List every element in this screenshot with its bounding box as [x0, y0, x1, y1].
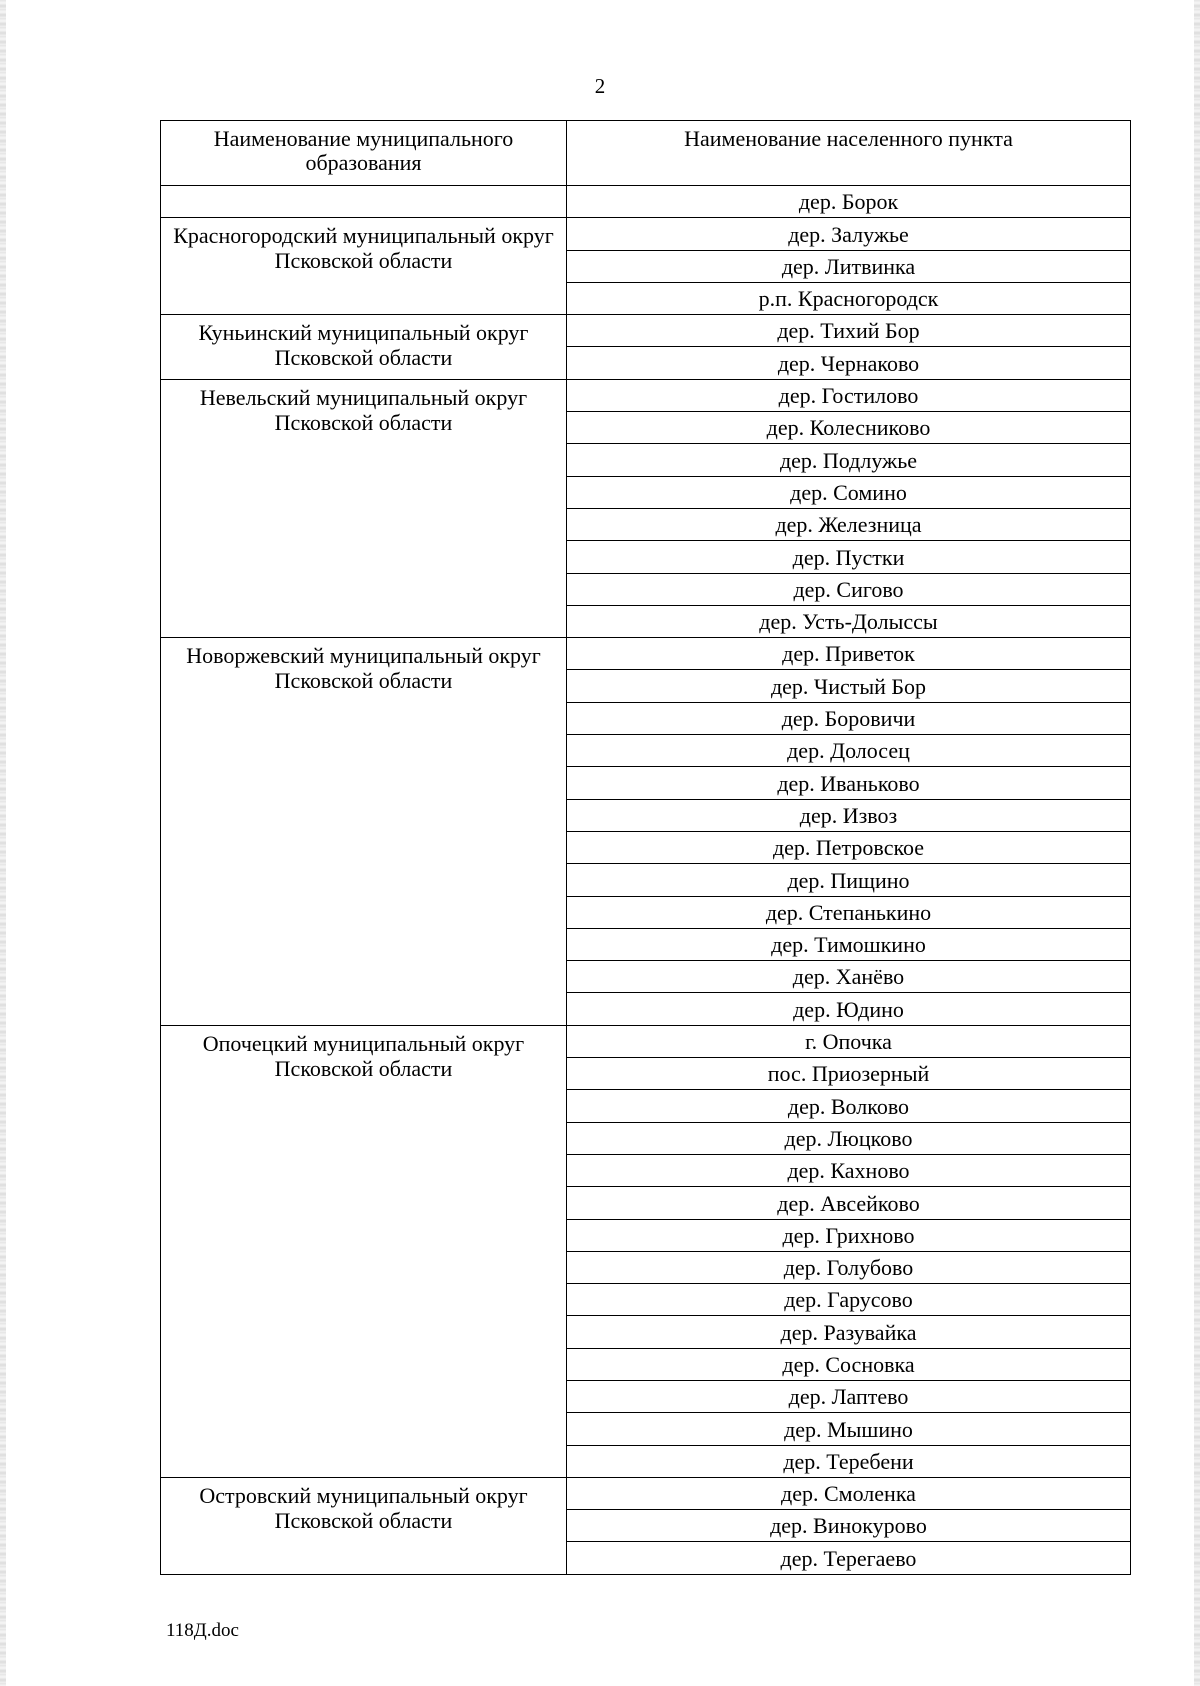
- municipality-cell: [161, 186, 567, 218]
- scan-edge-right: [1194, 0, 1200, 1686]
- settlement-cell: дер. Пустки: [567, 541, 1131, 573]
- settlement-cell: дер. Ханёво: [567, 961, 1131, 993]
- table-row: [161, 379, 1131, 411]
- settlement-cell: дер. Тихий Бор: [567, 315, 1131, 347]
- table-row: [161, 1025, 1131, 1057]
- settlement-cell: дер. Чернаково: [567, 347, 1131, 379]
- settlement-cell: дер. Волково: [567, 1090, 1131, 1122]
- settlement-cell: дер. Борок: [567, 186, 1131, 218]
- settlement-cell: дер. Долосец: [567, 735, 1131, 767]
- municipality-cell: Опочецкий муниципальный округ Псковской области: [161, 1025, 567, 1477]
- settlements-table: [160, 120, 1131, 1575]
- settlement-cell: дер. Винокурово: [567, 1510, 1131, 1542]
- table-header-row: [161, 121, 1131, 186]
- settlement-cell: дер. Люцково: [567, 1122, 1131, 1154]
- table-row: [161, 218, 1131, 250]
- file-name-footer: 118Д.doc: [166, 1620, 239, 1641]
- settlement-cell: дер. Смоленка: [567, 1477, 1131, 1509]
- settlement-cell: дер. Разувайка: [567, 1316, 1131, 1348]
- settlement-cell: дер. Извоз: [567, 799, 1131, 831]
- settlement-cell: дер. Теребени: [567, 1445, 1131, 1477]
- settlement-cell: дер. Кахново: [567, 1154, 1131, 1186]
- settlement-cell: дер. Грихново: [567, 1219, 1131, 1251]
- settlement-cell: дер. Пищино: [567, 864, 1131, 896]
- settlement-cell: дер. Авсейково: [567, 1187, 1131, 1219]
- settlement-cell: дер. Усть-Долыссы: [567, 605, 1131, 637]
- settlement-cell: дер. Терегаево: [567, 1542, 1131, 1574]
- settlement-cell: дер. Колесниково: [567, 412, 1131, 444]
- municipality-cell: Куньинский муниципальный округ Псковской области: [161, 315, 567, 380]
- settlement-cell: дер. Гарусово: [567, 1284, 1131, 1316]
- settlement-cell: дер. Сосновка: [567, 1348, 1131, 1380]
- settlement-cell: дер. Тимошкино: [567, 928, 1131, 960]
- settlement-cell: г. Опочка: [567, 1025, 1131, 1057]
- page-number: 2: [594, 74, 606, 98]
- settlement-cell: дер. Петровское: [567, 831, 1131, 863]
- settlement-cell: дер. Сигово: [567, 573, 1131, 605]
- municipality-cell: Новоржевский муниципальный округ Псковской области: [161, 638, 567, 1026]
- settlement-cell: дер. Мышино: [567, 1413, 1131, 1445]
- settlement-cell: дер. Литвинка: [567, 250, 1131, 282]
- settlement-cell: дер. Гостилово: [567, 379, 1131, 411]
- table-body: [161, 186, 1131, 1575]
- municipality-cell: Островский муниципальный округ Псковской области: [161, 1477, 567, 1574]
- settlement-cell: дер. Залужье: [567, 218, 1131, 250]
- settlement-cell: дер. Боровичи: [567, 702, 1131, 734]
- settlement-cell: пос. Приозерный: [567, 1058, 1131, 1090]
- settlement-cell: дер. Сомино: [567, 476, 1131, 508]
- settlement-cell: дер. Голубово: [567, 1251, 1131, 1283]
- table-row: [161, 638, 1131, 670]
- table-row: [161, 315, 1131, 347]
- settlement-cell: дер. Приветок: [567, 638, 1131, 670]
- settlement-cell: дер. Железница: [567, 508, 1131, 540]
- municipality-cell: Невельский муниципальный округ Псковской области: [161, 379, 567, 637]
- settlement-cell: дер. Лаптево: [567, 1380, 1131, 1412]
- settlement-cell: дер. Чистый Бор: [567, 670, 1131, 702]
- settlement-cell: дер. Иваньково: [567, 767, 1131, 799]
- table-row: [161, 1477, 1131, 1509]
- settlement-cell: дер. Подлужье: [567, 444, 1131, 476]
- settlement-cell: дер. Юдино: [567, 993, 1131, 1025]
- settlement-cell: дер. Степанькино: [567, 896, 1131, 928]
- scan-edge-left: [0, 0, 6, 1686]
- municipality-cell: Красногородский муниципальный округ Псковской области: [161, 218, 567, 315]
- header-settlement: Наименование населенного пункта: [567, 121, 1131, 186]
- table-row: [161, 186, 1131, 218]
- settlement-cell: р.п. Красногородск: [567, 282, 1131, 314]
- header-municipality: Наименование муниципального образования: [161, 121, 567, 186]
